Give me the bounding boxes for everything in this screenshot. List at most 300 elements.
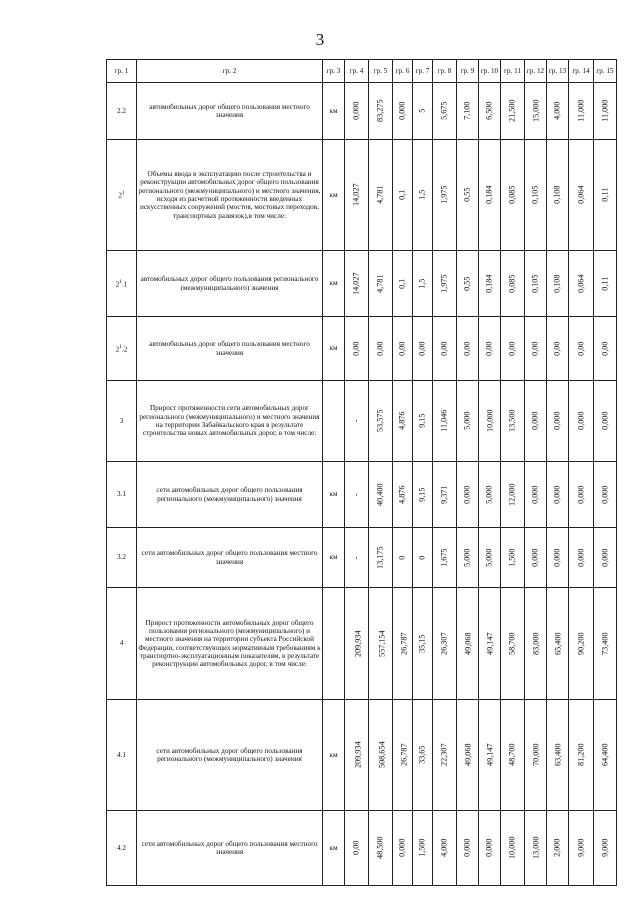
value-cell [369, 588, 393, 700]
row-number [107, 251, 137, 317]
value-cell [525, 462, 547, 528]
row-unit: км [323, 700, 345, 811]
value-cell [525, 811, 547, 886]
value-cell [457, 317, 479, 381]
value-text: 9,000 [600, 838, 610, 858]
value-text: 26,787 [399, 632, 409, 655]
row-unit: км [323, 811, 345, 886]
value-cell [369, 811, 393, 886]
value-text: 0 [397, 555, 407, 560]
value-cell [569, 811, 594, 886]
value-cell [345, 140, 369, 251]
value-cell [433, 528, 457, 588]
value-cell [345, 462, 369, 528]
value-text: 49,147 [485, 743, 495, 767]
value-text: 5,675 [439, 101, 449, 121]
value-cell [369, 140, 393, 251]
page-number: 3 [315, 30, 325, 49]
row-number-text: 4.1 [117, 750, 126, 759]
header-cell: гр. 15 [594, 60, 617, 83]
row-number [107, 381, 137, 462]
header-cell: гр. 8 [433, 60, 457, 83]
table-row [107, 251, 617, 317]
value-text: 0,000 [576, 411, 586, 431]
value-text: 14,027 [351, 183, 361, 207]
value-cell [413, 317, 433, 381]
value-cell [433, 811, 457, 886]
value-text: 9,000 [576, 838, 586, 858]
value-text: 26,307 [439, 632, 449, 655]
value-cell [413, 811, 433, 886]
row-description: Прирост протяженности сети автомобильных дорог регионального (межмуниципального) и местного значения на территории Забайкальского края в результате строительства новых автомобильных дорог, в том числе: [137, 381, 323, 462]
row-description: сети автомобильных дорог общего пользования местного значения [137, 811, 323, 886]
header-cell: гр. 6 [393, 60, 413, 83]
value-text: 0,064 [576, 274, 586, 293]
value-cell [393, 83, 413, 140]
value-cell [413, 251, 433, 317]
value-cell [547, 700, 569, 811]
value-cell [501, 462, 525, 528]
value-text: 21,500 [507, 99, 517, 123]
value-text: 5,000 [484, 485, 494, 504]
value-text: 48,500 [375, 836, 385, 860]
value-text: 22,307 [439, 743, 449, 767]
value-cell [393, 462, 413, 528]
value-cell [345, 811, 369, 886]
value-cell [525, 588, 547, 700]
value-text: 63,400 [553, 743, 563, 767]
value-cell [594, 588, 617, 700]
row-description: сети автомобильных дорог общего пользования местного значения [137, 528, 323, 588]
value-text: 0,00 [600, 341, 610, 356]
value-cell [433, 140, 457, 251]
value-cell [345, 528, 369, 588]
row-number-text: 2 [115, 345, 120, 354]
value-text: - [351, 493, 361, 496]
row-number-text: 2 [115, 280, 120, 289]
value-text: 90,200 [576, 632, 586, 655]
table-row [107, 462, 617, 528]
table-row [107, 381, 617, 462]
row-unit: км [323, 83, 345, 140]
value-cell [501, 700, 525, 811]
value-cell [594, 528, 617, 588]
value-cell [345, 700, 369, 811]
value-cell [369, 462, 393, 528]
value-text: - [351, 556, 361, 559]
value-text: 0,1 [397, 278, 407, 289]
value-text: 2,000 [552, 838, 562, 858]
value-text: 0,11 [600, 276, 610, 291]
value-cell [569, 462, 594, 528]
value-text: 0,00 [417, 341, 427, 356]
row-number-text: 2.2 [117, 106, 126, 115]
value-cell [594, 700, 617, 811]
value-text: 209,934 [353, 630, 363, 657]
value-text: 0,108 [552, 274, 562, 293]
value-cell [525, 528, 547, 588]
value-cell [413, 462, 433, 528]
row-number-superscript: 1 [119, 278, 122, 285]
row-description: Объемы ввода в эксплуатацию после строительства и реконструкции автомобильных дорог общего пользования регионального (межмуниципального) и местного значения, исходя из расчетной протяженности введенных искусственных сооружений (мостов, мостовых переходов, транспортных развязок),в том числе: [137, 140, 323, 251]
value-cell [569, 251, 594, 317]
value-cell [594, 811, 617, 886]
value-text: - [351, 419, 361, 423]
value-cell [569, 700, 594, 811]
value-text: 9,15 [417, 413, 427, 429]
row-description: автомобильных дорог общего пользования местного значения [137, 83, 323, 140]
value-cell [525, 700, 547, 811]
header-cell: гр. 2 [137, 60, 323, 83]
value-cell [479, 462, 501, 528]
value-text: 0,184 [484, 274, 494, 293]
value-text: 0,000 [530, 485, 540, 504]
value-text: 0,000 [484, 838, 494, 858]
value-cell [369, 528, 393, 588]
value-cell [525, 140, 547, 251]
value-cell [501, 381, 525, 462]
value-text: 5,000 [484, 548, 494, 567]
value-cell [433, 317, 457, 381]
value-text: 4,781 [375, 274, 385, 293]
value-cell [393, 251, 413, 317]
value-text: 0,00 [484, 341, 494, 356]
value-text: 53,575 [375, 409, 385, 433]
value-cell [479, 588, 501, 700]
value-text: 0,000 [576, 485, 586, 504]
row-unit [323, 381, 345, 462]
value-cell [547, 381, 569, 462]
value-cell [525, 381, 547, 462]
value-cell [433, 83, 457, 140]
value-text: 0,00 [375, 341, 385, 356]
value-cell [413, 700, 433, 811]
row-unit: км [323, 251, 345, 317]
row-number-text: 3.1 [117, 490, 126, 499]
value-cell [501, 811, 525, 886]
value-text: 13,175 [375, 546, 385, 569]
value-text: 11,000 [576, 99, 586, 123]
value-cell [594, 251, 617, 317]
value-cell [479, 700, 501, 811]
value-text: 0,000 [576, 548, 586, 567]
value-text: 1,975 [439, 274, 449, 293]
row-number-text: 3 [119, 416, 124, 425]
value-cell [393, 140, 413, 251]
value-text: 0,00 [462, 341, 472, 356]
value-cell [594, 317, 617, 381]
value-cell [433, 700, 457, 811]
value-cell [501, 588, 525, 700]
value-text: 0,108 [552, 185, 562, 205]
value-text: 33,65 [417, 745, 427, 765]
value-text: 15,000 [531, 99, 541, 123]
row-unit: км [323, 317, 345, 381]
table-row [107, 317, 617, 381]
value-cell [547, 528, 569, 588]
value-text: 4,876 [397, 485, 407, 504]
value-text: 26,787 [399, 743, 409, 767]
value-text: 9,371 [439, 485, 449, 504]
header-cell: гр. 9 [457, 60, 479, 83]
value-cell [369, 381, 393, 462]
value-cell [547, 811, 569, 886]
value-text: 0,00 [351, 840, 361, 856]
row-description: сети автомобильных дорог общего пользования регионального (межмуниципального) значения [137, 462, 323, 528]
value-cell [594, 83, 617, 140]
header-cell: гр. 3 [323, 60, 345, 83]
row-number-text: 4 [119, 639, 124, 648]
value-text: 0,184 [484, 185, 494, 205]
value-cell [479, 140, 501, 251]
row-number-text: 4.2 [117, 843, 126, 852]
table-row [107, 528, 617, 588]
value-text: 0,00 [439, 341, 449, 356]
row-unit: км [323, 462, 345, 528]
value-cell [433, 588, 457, 700]
value-cell [345, 83, 369, 140]
value-text: 13,000 [531, 836, 541, 860]
value-text: 209,934 [353, 741, 363, 769]
value-text: 0,000 [600, 411, 610, 431]
value-cell [479, 251, 501, 317]
header-cell: гр. 11 [501, 60, 525, 83]
value-text: 49,147 [485, 632, 495, 655]
value-text: 0,105 [530, 185, 540, 205]
value-text: 5,000 [462, 548, 472, 567]
row-number [107, 528, 137, 588]
row-unit: км [323, 528, 345, 588]
value-cell [547, 462, 569, 528]
indicators-table [106, 59, 617, 886]
value-cell [345, 588, 369, 700]
value-text: 64,400 [600, 743, 610, 767]
value-text: 1,675 [439, 548, 449, 567]
value-cell [525, 317, 547, 381]
value-cell [547, 83, 569, 140]
row-number [107, 811, 137, 886]
value-text: 49,068 [463, 632, 473, 655]
row-description: Прирост протяженности автомобильных дорог общего пользования регионального (межмуниципального) и местного значения на территории субъекта Российской Федерации, соответствующих нормативным требованиям к транспортно-эксплуатационным показателям, в результате реконструкции автомобильных дорог, в том числе: [137, 588, 323, 700]
value-text: 0,000 [351, 101, 361, 121]
value-cell [594, 381, 617, 462]
value-cell [525, 83, 547, 140]
row-number [107, 700, 137, 811]
value-cell [413, 83, 433, 140]
value-cell [479, 83, 501, 140]
value-text: 4,781 [375, 185, 385, 205]
row-number-superscript: 1 [121, 190, 125, 197]
value-cell [413, 381, 433, 462]
value-text: 0,064 [576, 185, 586, 205]
value-text: 0,000 [552, 485, 562, 504]
value-text: 70,000 [531, 743, 541, 767]
row-description: сети автомобильных дорог общего пользования регионального (межмуниципального) значения [137, 700, 323, 811]
value-text: 10,000 [507, 836, 517, 860]
value-text: 0 [417, 555, 427, 560]
value-cell [594, 140, 617, 251]
value-cell [479, 381, 501, 462]
value-cell [457, 83, 479, 140]
value-cell [413, 588, 433, 700]
value-cell [345, 381, 369, 462]
value-text: 13,500 [507, 409, 517, 433]
value-text: 12,000 [507, 483, 517, 506]
value-cell [369, 83, 393, 140]
value-text: 1,5 [417, 278, 427, 289]
value-cell [547, 140, 569, 251]
value-cell [345, 251, 369, 317]
value-cell [501, 528, 525, 588]
value-cell [569, 588, 594, 700]
value-text: 0,000 [462, 838, 472, 858]
value-text: 0,1 [397, 189, 407, 201]
value-text: 58,700 [507, 632, 517, 655]
value-cell [369, 700, 393, 811]
table-row [107, 83, 617, 140]
value-text: 0,00 [530, 341, 540, 356]
value-text: 83,275 [375, 99, 385, 123]
value-text: 6,500 [484, 101, 494, 121]
value-text: 0,000 [552, 411, 562, 431]
value-text: 83,000 [531, 632, 541, 655]
header-cell: гр. 1 [107, 60, 137, 83]
value-cell [369, 251, 393, 317]
value-text: 0,00 [397, 341, 407, 356]
value-text: 0,55 [462, 276, 472, 291]
value-cell [457, 528, 479, 588]
value-cell [479, 811, 501, 886]
value-cell [569, 381, 594, 462]
row-number [107, 588, 137, 700]
row-number-superscript: 1 [119, 343, 122, 350]
value-cell [369, 317, 393, 381]
value-cell [457, 381, 479, 462]
table-row [107, 700, 617, 811]
value-cell [345, 317, 369, 381]
value-text: 11,000 [600, 99, 610, 123]
value-cell [501, 317, 525, 381]
value-text: 14,027 [351, 272, 361, 295]
value-text: 0,11 [600, 187, 610, 203]
value-text: 65,400 [553, 632, 563, 655]
value-cell [569, 317, 594, 381]
value-text: 0,000 [600, 485, 610, 504]
value-cell [393, 811, 413, 886]
value-text: 9,15 [417, 487, 427, 502]
value-cell [501, 140, 525, 251]
value-text: 0,000 [530, 411, 540, 431]
value-cell [413, 528, 433, 588]
value-text: 4,000 [552, 101, 562, 121]
value-text: 1,500 [417, 838, 427, 858]
row-description: автомобильных дорог общего пользования местного значения [137, 317, 323, 381]
header-cell: гр. 7 [413, 60, 433, 83]
value-text: 48,700 [507, 743, 517, 767]
value-text: 1,500 [507, 548, 517, 567]
value-text: 1,5 [417, 189, 427, 201]
table-row [107, 588, 617, 700]
value-cell [393, 588, 413, 700]
value-text: 0,105 [530, 274, 540, 293]
value-text: 11,046 [439, 409, 449, 433]
value-text: 508,654 [377, 741, 387, 769]
value-text: 10,000 [485, 409, 495, 433]
value-cell [433, 381, 457, 462]
value-cell [457, 811, 479, 886]
value-cell [457, 700, 479, 811]
value-cell [479, 317, 501, 381]
value-text: 0,00 [552, 341, 562, 356]
value-text: 81,200 [576, 743, 586, 767]
row-number [107, 317, 137, 381]
value-cell [433, 251, 457, 317]
table-row [107, 811, 617, 886]
value-text: 4,000 [439, 838, 449, 858]
row-number-text: 2 [118, 191, 122, 200]
value-text: 40,400 [375, 483, 385, 506]
header-cell: гр. 14 [569, 60, 594, 83]
value-cell [457, 140, 479, 251]
value-cell [393, 528, 413, 588]
row-number [107, 83, 137, 140]
value-text: 0,00 [507, 341, 517, 356]
table-row [107, 140, 617, 251]
row-unit [323, 588, 345, 700]
value-text: 5,000 [462, 411, 472, 431]
value-text: 0,085 [507, 185, 517, 205]
value-text: 7,100 [462, 101, 472, 121]
value-cell [569, 83, 594, 140]
value-text: 0,00 [576, 341, 586, 356]
header-cell: гр. 5 [369, 60, 393, 83]
value-cell [433, 462, 457, 528]
value-text: 0,000 [552, 548, 562, 567]
value-text: 557,154 [377, 630, 387, 657]
row-number [107, 140, 137, 251]
value-text: 49,068 [463, 743, 473, 767]
row-number-suffix: .2 [121, 345, 128, 354]
value-text: 0,55 [462, 187, 472, 203]
value-text: 0,000 [530, 548, 540, 567]
value-text: 0,000 [397, 838, 407, 858]
value-cell [501, 251, 525, 317]
row-number-text: 3.2 [117, 553, 126, 562]
row-description: автомобильных дорог общего пользования регионального (межмуниципального) значения [137, 251, 323, 317]
value-text: 35,15 [417, 634, 427, 653]
value-cell [547, 588, 569, 700]
value-cell [457, 588, 479, 700]
value-text: 73,400 [600, 632, 610, 655]
value-cell [569, 528, 594, 588]
value-text: 1,975 [439, 185, 449, 205]
value-cell [525, 251, 547, 317]
row-unit: км [323, 140, 345, 251]
row-number [107, 462, 137, 528]
value-text: 0,000 [600, 548, 610, 567]
value-cell [547, 317, 569, 381]
value-cell [457, 462, 479, 528]
value-cell [393, 700, 413, 811]
value-cell [569, 140, 594, 251]
value-cell [413, 140, 433, 251]
row-number-suffix: .1 [121, 280, 128, 289]
header-cell: гр. 10 [479, 60, 501, 83]
value-text: 0,000 [397, 101, 407, 121]
header-cell: гр. 13 [547, 60, 569, 83]
header-cell: гр. 12 [525, 60, 547, 83]
value-cell [547, 251, 569, 317]
